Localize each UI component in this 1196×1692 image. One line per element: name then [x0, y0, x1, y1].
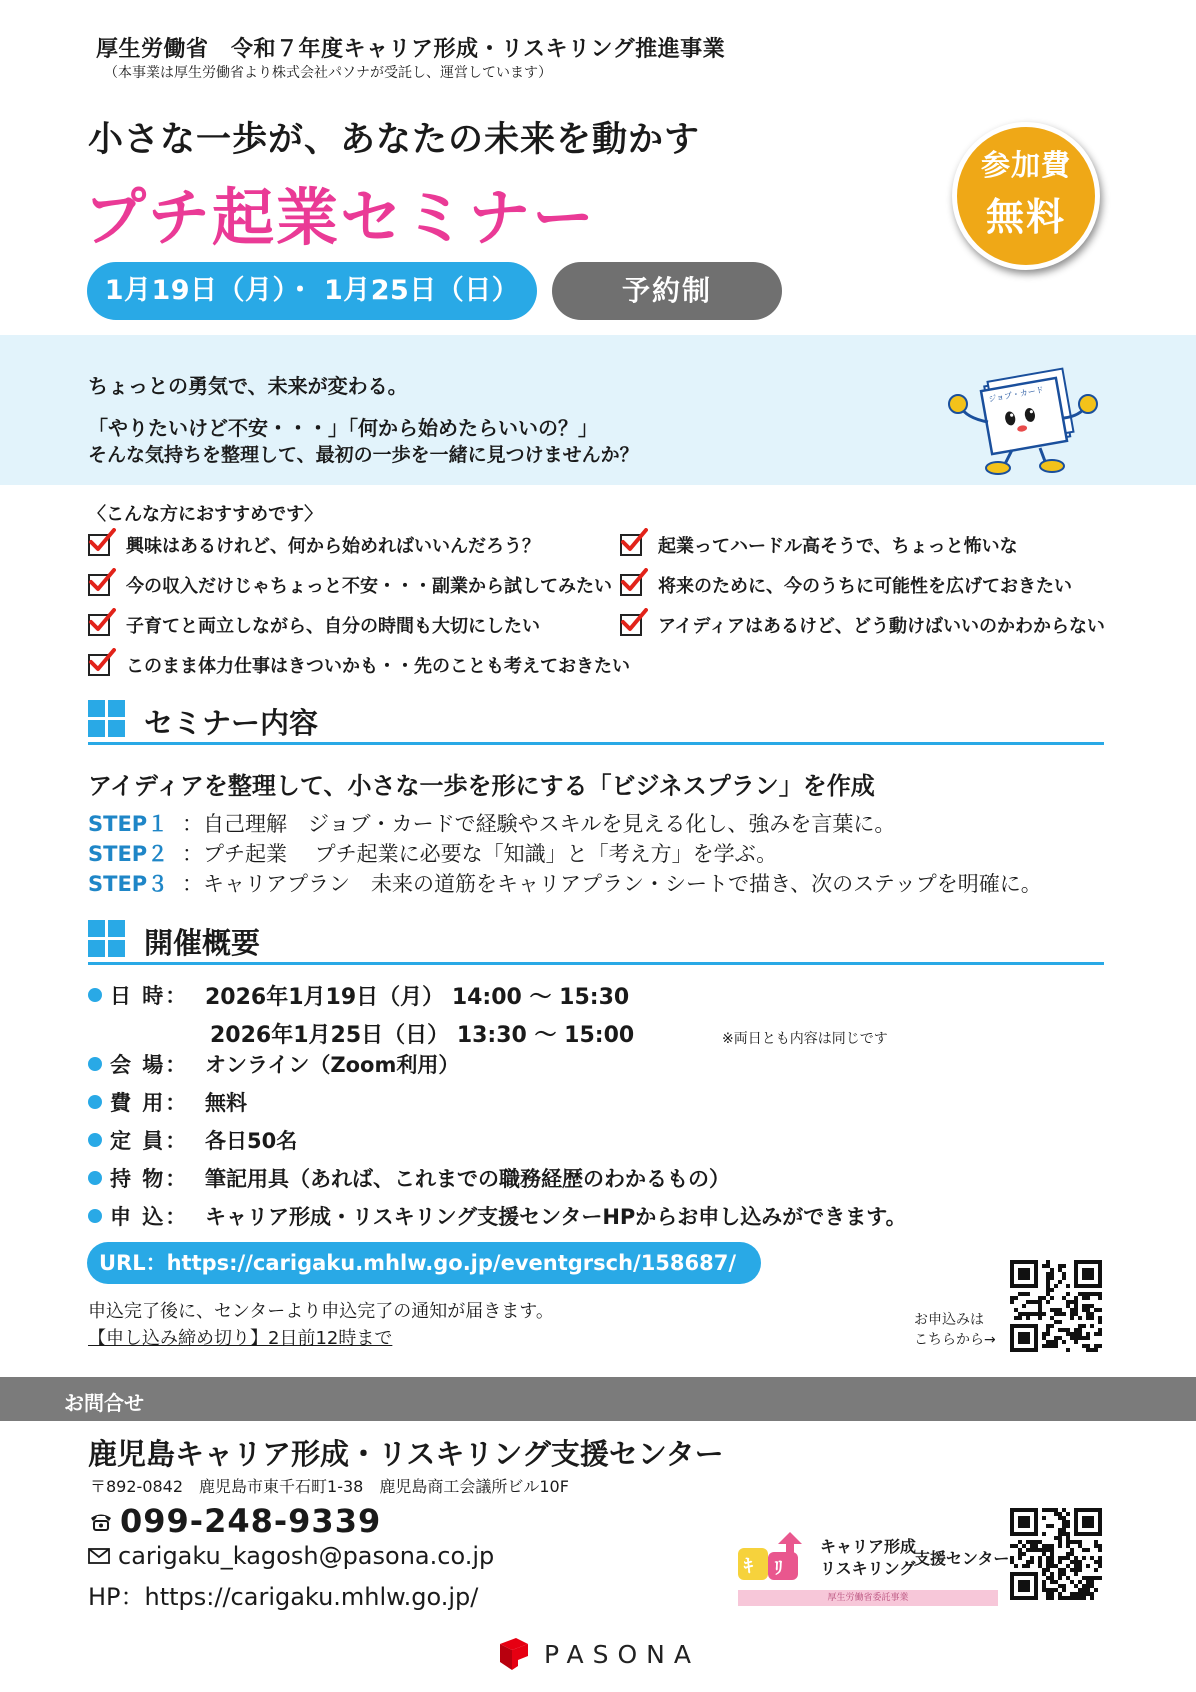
bullet-dot-icon: [88, 1057, 102, 1071]
logo-subtitle: 厚生労働省委託事業: [738, 1590, 998, 1606]
logo-text-3: 支援センター: [914, 1549, 1010, 1568]
qr-caption-line2: こちらから→: [914, 1332, 996, 1348]
after-apply-note: 申込完了後に、センターより申込完了の通知が届きます。: [88, 1301, 554, 1322]
deadline-note: 【申し込み締め切り】2日前12時まで: [88, 1328, 393, 1349]
phone-icon: [88, 1510, 114, 1532]
section-grid-icon: [88, 700, 126, 738]
overview-capacity: 各日50名: [205, 1129, 298, 1153]
overview-capacity-row: [88, 1123, 297, 1157]
intro-line-1: ちょっとの勇気で、未来が変わる。: [88, 374, 408, 398]
checkbox-icon: [88, 654, 110, 676]
overview-bring-row: [88, 1161, 730, 1195]
recommend-item-text: 興味はあるけれど、何から始めればいいんだろう？: [126, 536, 540, 557]
step-text: ：キャリアプラン 未来の道筋をキャリアプラン・シートで描き、次のステップを明確に。: [182, 872, 1042, 896]
bullet-dot-icon: [88, 1133, 102, 1147]
dates-pill: 1月19日（月）・ 1月25日（日）: [87, 262, 537, 320]
checkbox-icon: [88, 534, 110, 556]
overview-datetime-row-2: [210, 1016, 634, 1050]
step-row: [88, 868, 1042, 898]
email-row: [88, 1542, 494, 1570]
application-url-link[interactable]: URL：https://carigaku.mhlw.go.jp/eventgrsch/158687/: [87, 1242, 761, 1284]
page-title: プチ起業セミナー: [84, 181, 597, 254]
fee-badge-line2: 無料: [985, 195, 1066, 239]
center-logo: [738, 1528, 1010, 1604]
step-row: [88, 808, 895, 838]
overview-heading: [88, 918, 1104, 965]
svg-text:ｷ: ｷ: [744, 1556, 753, 1577]
logo-text-1: キャリア形成: [820, 1537, 917, 1556]
overview-venue-row: [88, 1047, 459, 1081]
bullet-dot-icon: [88, 1209, 102, 1223]
qr-code-icon[interactable]: [1010, 1508, 1102, 1600]
recommend-item-text: 今の収入だけじゃちょっと不安・・・副業から試してみたい: [126, 576, 612, 597]
checkbox-icon: [88, 614, 110, 636]
step-text: ：プチ起業 プチ起業に必要な「知識」と「考え方」を学ぶ。: [182, 842, 778, 866]
center-name: 鹿児島キャリア形成・リスキリング支援センター: [88, 1437, 724, 1471]
step-label: STEP２: [88, 842, 169, 866]
checkbox-icon: [620, 534, 642, 556]
overview-label: 会 場：: [110, 1053, 189, 1077]
overview-apply-row: [88, 1199, 907, 1233]
recommend-item: [620, 610, 1105, 640]
center-address: 〒892-0842 鹿児島市東千石町1-38 鹿児島商工会議所ビル10F: [90, 1477, 569, 1496]
step-text: ：自己理解 ジョブ・カードで経験やスキルを見える化し、強みを言葉に。: [182, 812, 896, 836]
datetime-note: ※両日とも内容は同じです: [722, 1031, 888, 1047]
organizer-note: （本事業は厚生労働省より株式会社パソナが受託し、運営しています）: [104, 65, 552, 81]
overview-bring: 筆記用具（あれば、これまでの職務経歴のわかるもの）: [205, 1167, 730, 1191]
logo-text-2: リスキリング: [820, 1559, 916, 1578]
recommend-item: [620, 570, 1072, 600]
overview-label: 申 込：: [110, 1205, 189, 1229]
overview-datetime-2: 2026年1月25日（日） 13:30 ～ 15:00: [210, 1022, 635, 1048]
overview-fee: 無料: [205, 1091, 247, 1115]
overview-label: 定 員：: [110, 1129, 189, 1153]
checkbox-icon: [620, 574, 642, 596]
bullet-dot-icon: [88, 988, 102, 1002]
phone-row: [88, 1502, 381, 1540]
overview-apply: キャリア形成・リスキリング支援センターHPからお申し込みができます。: [205, 1205, 907, 1229]
recommend-item: [620, 530, 1018, 560]
recommend-item-text: 将来のために、今のうちに可能性を広げておきたい: [658, 576, 1072, 597]
pasona-logo: [496, 1636, 700, 1672]
recommend-item-text: 起業ってハードル高そうで、ちょっと怖いな: [658, 536, 1018, 557]
overview-heading-title: 開催概要: [144, 926, 261, 960]
recommend-item-text: このまま体力仕事はきついかも・・先のことも考えておきたい: [126, 656, 630, 677]
email-address[interactable]: carigaku_kagosh@pasona.co.jp: [118, 1542, 495, 1570]
content-heading-title: セミナー内容: [144, 706, 319, 740]
overview-label: 費 用：: [110, 1091, 189, 1115]
overview-label: 持 物：: [110, 1167, 189, 1191]
checkbox-icon: [620, 614, 642, 636]
contact-label: お問合せ: [64, 1391, 144, 1415]
bullet-dot-icon: [88, 1095, 102, 1109]
recommend-item: [88, 530, 540, 560]
center-logo-icon: [738, 1532, 804, 1582]
bullet-dot-icon: [88, 1171, 102, 1185]
overview-venue: オンライン（Zoom利用）: [205, 1053, 460, 1077]
organizer-line: 厚生労働省 令和７年度キャリア形成・リスキリング推進事業: [96, 37, 726, 62]
recommend-item-text: 子育てと両立しながら、自分の時間も大切にしたい: [126, 616, 540, 637]
mascot-card-label: ジョブ・カード: [987, 385, 1045, 404]
step-label: STEP３: [88, 872, 169, 896]
overview-label: 日 時：: [110, 984, 189, 1008]
reservation-pill: 予約制: [552, 262, 782, 320]
content-title: アイディアを整理して、小さな一歩を形にする「ビジネスプラン」を作成: [88, 772, 875, 800]
pasona-wordmark: PASONA: [544, 1639, 700, 1669]
recommend-item: [88, 570, 612, 600]
qr-caption: [914, 1310, 996, 1350]
step-row: [88, 838, 777, 868]
homepage-link[interactable]: HP：https://carigaku.mhlw.go.jp/: [88, 1583, 479, 1611]
overview-fee-row: [88, 1085, 247, 1119]
recommend-item: [88, 650, 630, 680]
phone-number[interactable]: 099-248-9339: [120, 1502, 382, 1540]
qr-code-icon[interactable]: [1010, 1260, 1102, 1352]
recommend-title: 〈こんな方におすすめです〉: [88, 504, 323, 525]
pasona-logo-icon: [496, 1636, 530, 1672]
step-label: STEP１: [88, 812, 169, 836]
content-heading: [88, 698, 1104, 745]
catchphrase: 小さな一歩が、あなたの未来を動かす: [88, 120, 701, 160]
fee-badge-line1: 参加費: [980, 148, 1071, 182]
intro-line-2: 「やりたいけど不安・・・」「何から始めたらいいの？」: [88, 416, 598, 440]
overview-datetime-row: [88, 978, 629, 1012]
recommend-item-text: アイディアはあるけど、どう動けばいいのかわからない: [658, 616, 1105, 637]
checkbox-icon: [88, 574, 110, 596]
svg-text:ﾘ: ﾘ: [774, 1558, 783, 1579]
mascot-icon: [946, 366, 1102, 476]
mail-icon: [88, 1548, 110, 1564]
overview-datetime-1: 2026年1月19日（月） 14:00 ～ 15:30: [205, 984, 630, 1010]
contact-bar: [0, 1377, 1196, 1421]
section-grid-icon: [88, 920, 126, 958]
fee-badge: [952, 122, 1100, 270]
intro-line-3: そんな気持ちを整理して、最初の一歩を一緒に見つけませんか？: [88, 444, 639, 466]
recommend-item: [88, 610, 540, 640]
qr-caption-line1: お申込みは: [914, 1312, 984, 1328]
